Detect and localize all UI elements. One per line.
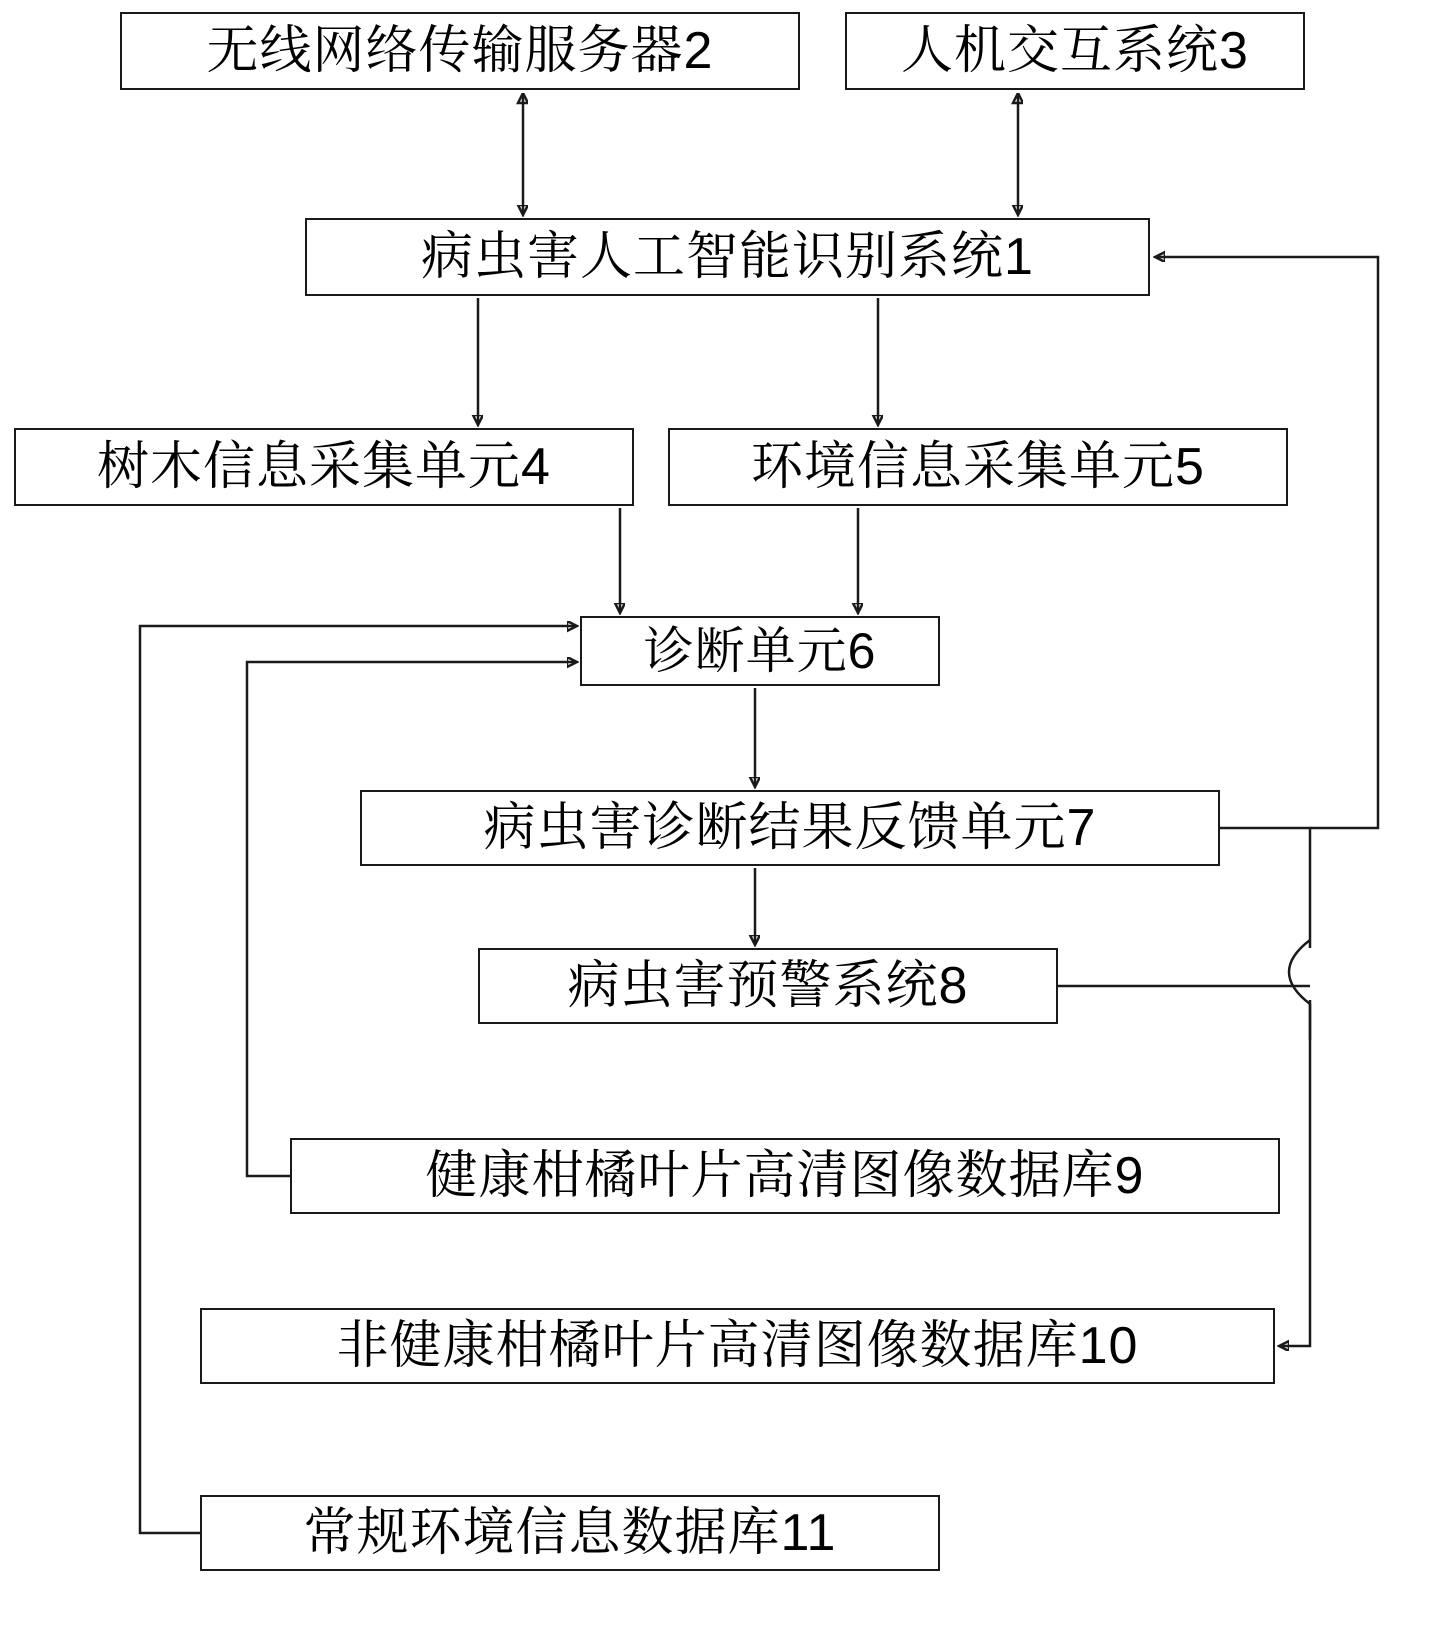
node-label: 病虫害人工智能识别系统1: [421, 228, 1034, 286]
node-diagnosis-unit[interactable]: [580, 616, 940, 686]
node-unhealthy-leaf-image-db[interactable]: [200, 1308, 1275, 1384]
node-label: 树木信息采集单元4: [97, 438, 551, 496]
node-label: 诊断单元6: [643, 623, 877, 679]
node-diagnosis-feedback-unit[interactable]: [360, 790, 1220, 866]
node-label: 病虫害预警系统8: [567, 957, 969, 1015]
node-tree-info-collection[interactable]: [14, 428, 634, 506]
node-label: 非健康柑橘叶片高清图像数据库10: [336, 1317, 1139, 1375]
node-label: 健康柑橘叶片高清图像数据库9: [425, 1147, 1145, 1205]
node-wireless-server[interactable]: [120, 12, 800, 90]
node-label: 环境信息采集单元5: [751, 438, 1205, 496]
node-label: 病虫害诊断结果反馈单元7: [483, 799, 1097, 857]
node-ai-recognition-system[interactable]: [305, 218, 1150, 296]
node-pest-warning-system[interactable]: [478, 948, 1058, 1024]
node-label: 无线网络传输服务器2: [206, 22, 714, 80]
node-environment-info-collection[interactable]: [668, 428, 1288, 506]
node-standard-environment-db[interactable]: [200, 1495, 940, 1571]
node-healthy-leaf-image-db[interactable]: [290, 1138, 1280, 1214]
node-label: 人机交互系统3: [901, 22, 1249, 80]
node-label: 常规环境信息数据库11: [303, 1504, 837, 1562]
node-human-machine-interaction[interactable]: [845, 12, 1305, 90]
